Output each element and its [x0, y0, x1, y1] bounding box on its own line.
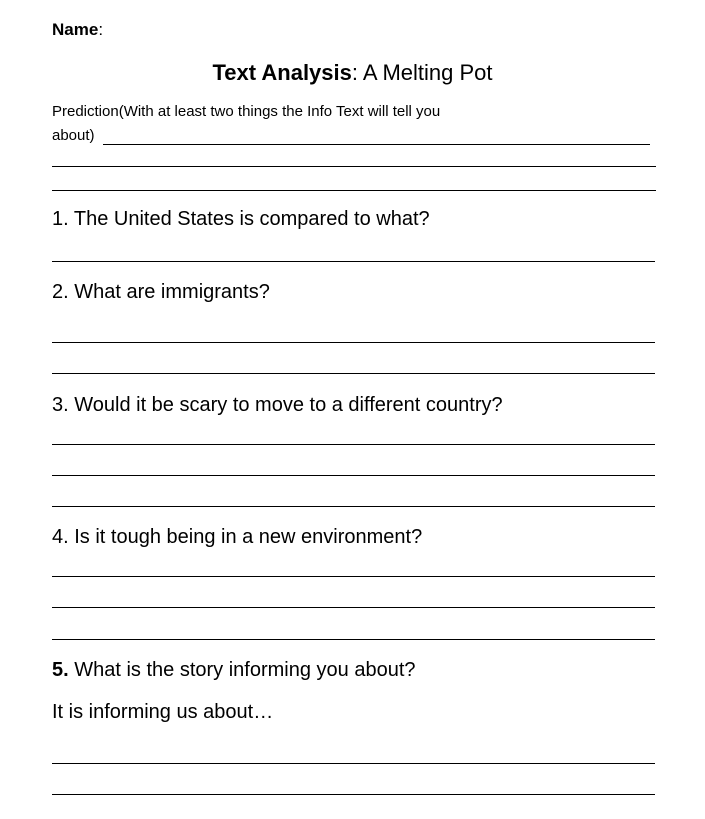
answer-prompt: It is informing us about…	[52, 701, 274, 723]
question-3: 3. Would it be scary to move to a different country?	[52, 394, 503, 416]
answer-line[interactable]	[52, 475, 655, 476]
answer-line[interactable]	[52, 261, 655, 262]
title-bold: Text Analysis	[212, 60, 352, 85]
question-5-number: 5.	[52, 659, 69, 681]
answer-line[interactable]	[52, 607, 655, 608]
page-title	[0, 60, 705, 86]
answer-line[interactable]	[52, 763, 655, 764]
answer-line[interactable]	[52, 444, 655, 445]
name-colon: :	[98, 20, 104, 39]
prediction-prompt-line1: Prediction(With at least two things the Info Text will tell you	[52, 103, 441, 120]
answer-line[interactable]	[52, 639, 655, 640]
answer-line[interactable]	[52, 342, 655, 343]
question-2: 2. What are immigrants?	[52, 281, 270, 303]
answer-line[interactable]	[52, 506, 655, 507]
question-5	[52, 659, 416, 682]
prediction-answer-line[interactable]	[52, 190, 656, 191]
name-label: Name	[52, 20, 99, 39]
answer-line[interactable]	[52, 373, 655, 374]
answer-line[interactable]	[52, 794, 655, 795]
title-rest: : A Melting Pot	[351, 60, 493, 85]
question-4: 4. Is it tough being in a new environment?	[52, 526, 423, 548]
name-field-label	[52, 20, 103, 40]
question-5-text: What is the story informing you about?	[68, 659, 416, 681]
question-1: 1. The United States is compared to what?	[52, 208, 430, 230]
prediction-answer-line[interactable]	[103, 144, 650, 145]
prediction-prompt-line2: about)	[52, 127, 95, 144]
prediction-answer-line[interactable]	[52, 166, 656, 167]
answer-line[interactable]	[52, 576, 655, 577]
